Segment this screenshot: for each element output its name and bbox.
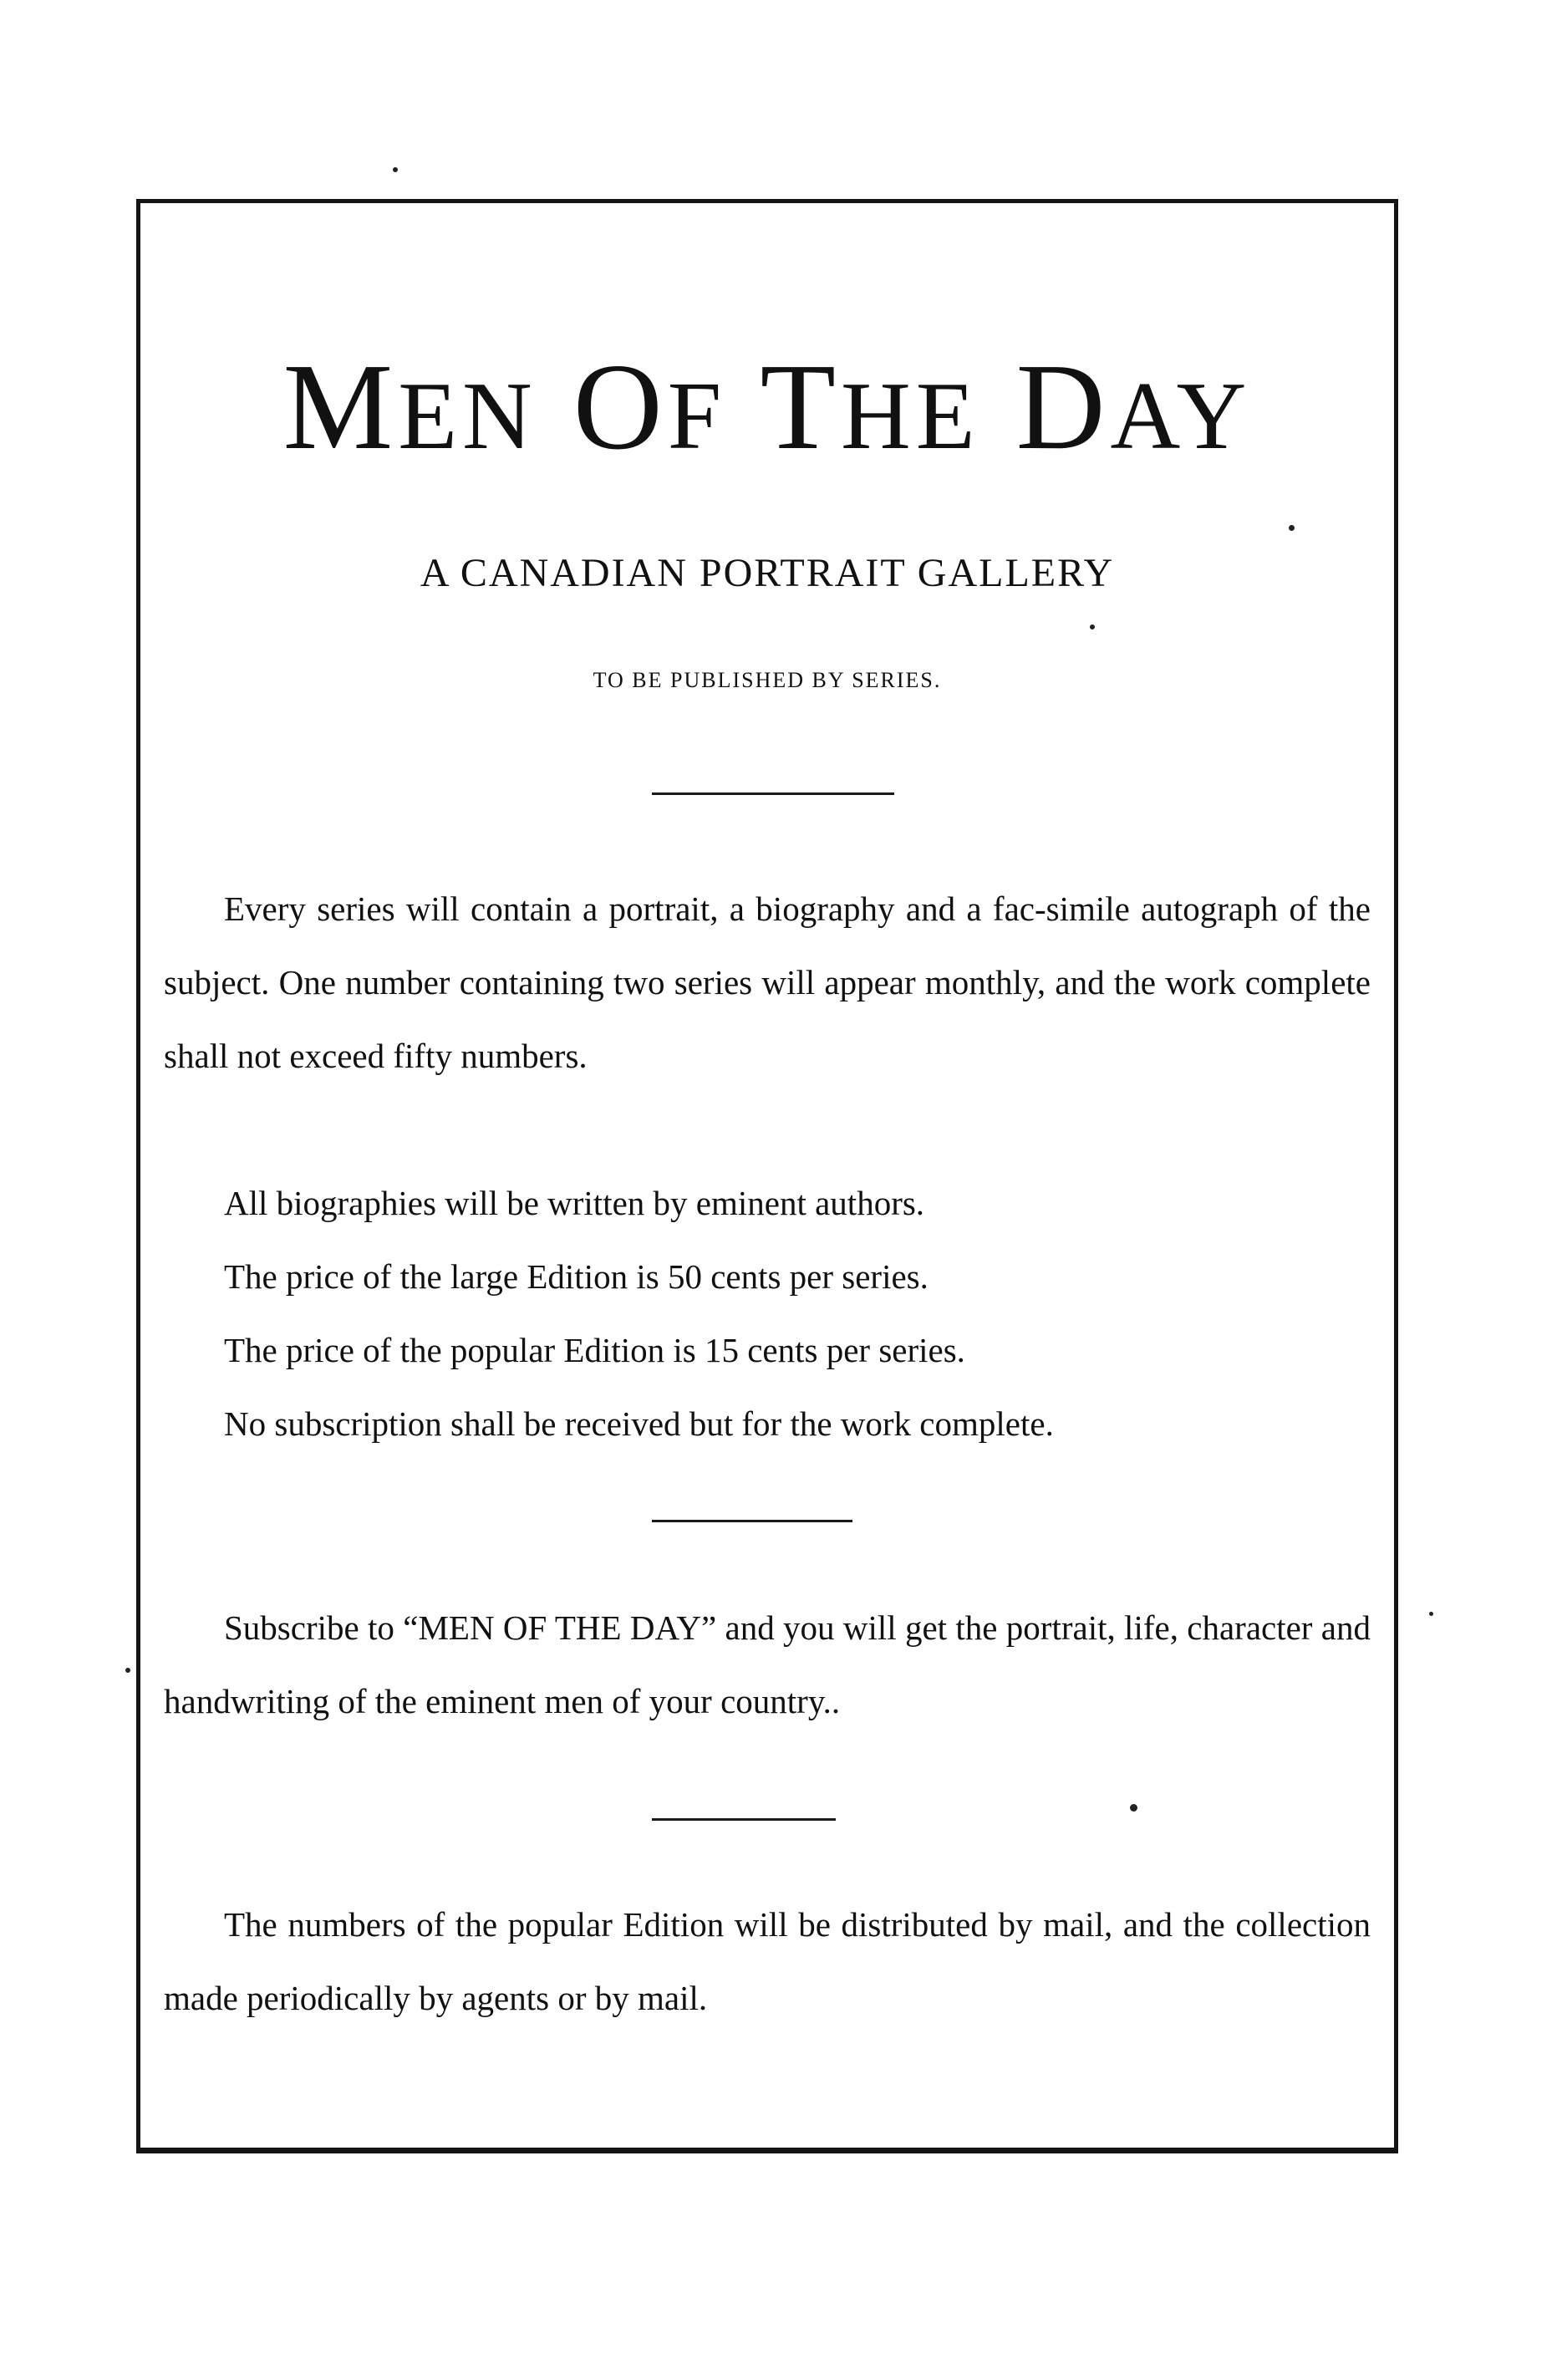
paragraph-distribution: The numbers of the popular Edition will be distributed by mail, and the collection made periodically by agents or by mail.: [164, 1905, 1371, 2017]
scan-speck: [1429, 1612, 1433, 1616]
line-authors: All biographies will be written by eminent authors.: [224, 1184, 925, 1222]
title-letter-f: F: [667, 363, 727, 470]
title-letter-o: O: [572, 339, 668, 476]
publication-note: TO BE PUBLISHED BY SERIES.: [593, 668, 942, 692]
title-letters-ay: AY: [1110, 363, 1252, 470]
scan-speck: [1090, 624, 1095, 629]
line-popular-edition-price: The price of the popular Edition is 15 cents per series.: [224, 1331, 965, 1369]
divider-rule: [652, 1520, 852, 1522]
subtitle: A CANADIAN PORTRAIT GALLERY: [420, 551, 1115, 595]
title-letter-d: D: [1015, 339, 1111, 476]
page-border: [136, 199, 1398, 2153]
title-letters-en: EN: [398, 363, 537, 470]
page-title: [140, 339, 1394, 476]
scan-speck: [393, 167, 398, 172]
scan-speck: [1130, 1804, 1137, 1812]
title-letter-t: T: [760, 339, 841, 476]
divider-rule: [652, 792, 894, 795]
title-letter-m: M: [282, 339, 399, 476]
scan-speck: [1289, 525, 1295, 531]
scan-speck: [125, 1668, 130, 1673]
paragraph-series-description: Every series will contain a portrait, a biography and a fac-simile autograph of the subject. One number containing two series will appear monthly, and the work complete shall not exceed fifty numbers.: [164, 889, 1371, 1075]
divider-rule: [652, 1818, 836, 1821]
line-subscription-terms: No subscription shall be received but for the work complete.: [224, 1404, 1054, 1443]
line-large-edition-price: The price of the large Edition is 50 cents per series.: [224, 1257, 929, 1296]
title-letters-he: HE: [840, 363, 980, 470]
paragraph-subscribe: Subscribe to “MEN OF THE DAY” and you will get the portrait, life, character and handwriting of the eminent men of your country..: [164, 1608, 1371, 1720]
